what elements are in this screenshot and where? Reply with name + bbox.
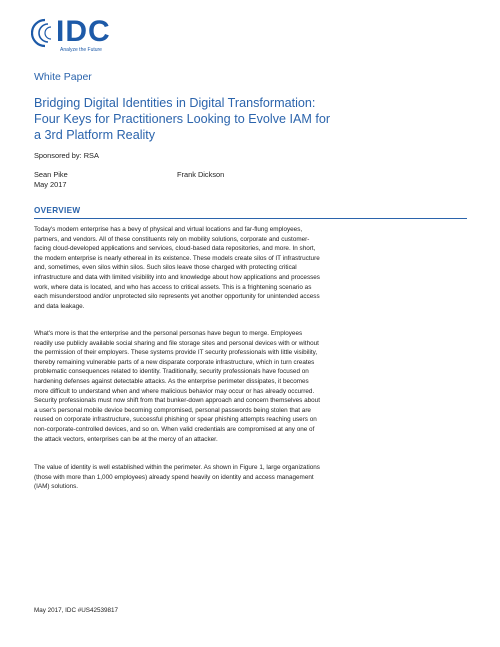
page-footer: May 2017, IDC #US42539817 <box>34 607 119 614</box>
section-heading: OVERVIEW <box>34 206 81 215</box>
text-line: problematic consequences related to identity. Traditionally, security professionals have focused on <box>34 368 309 376</box>
text-line: thereby remaining vulnerable parts of a new disparate corporate infrastructure, which in turn creates <box>34 358 315 366</box>
title-line: Bridging Digital Identities in Digital Transformation: <box>34 96 316 110</box>
author-name: Frank Dickson <box>177 170 225 179</box>
title-line: Four Keys for Practitioners Looking to Evolve IAM for <box>34 112 331 126</box>
document-type: White Paper <box>34 71 92 83</box>
text-line: non-corporate-controlled devices, and so on. When valid credentials are compromised at any one of <box>34 425 315 433</box>
text-line: and data leakage. <box>34 302 85 310</box>
body-paragraph <box>34 463 470 492</box>
body-paragraph <box>34 225 470 311</box>
sponsor-line: Sponsored by: RSA <box>34 151 99 160</box>
text-line: Security professionals must now shift from that bunker-down approach and concern themselves about <box>34 397 320 405</box>
text-line: Today's modern enterprise has a bevy of physical and virtual locations and far-flung employees, <box>34 226 303 233</box>
publication-date: May 2017 <box>34 180 67 189</box>
text-line: The value of identity is well established within the perimeter. As shown in Figure 1, large organizations <box>34 464 320 471</box>
section-divider <box>34 218 467 219</box>
text-line: the attack vectors, enterprises can be at the mercy of an attacker. <box>34 435 218 443</box>
logo-wordmark: IDC <box>56 15 111 48</box>
author-name: Sean Pike <box>34 170 68 179</box>
text-line: What's more is that the enterprise and the personal personas have begun to merge. Employees <box>34 330 303 337</box>
logo-tagline: Analyze the Future <box>60 47 102 53</box>
text-line: reused on corporate infrastructure, successful phishing or spear phishing attempts reaching users on <box>34 416 317 424</box>
text-line: the modern enterprise is nearly ethereal in its existence. These models create silos of IT infrastructure <box>34 254 320 262</box>
text-line: the permission of their employers. These systems provide IT security professionals with little visibility, <box>34 349 318 357</box>
text-line: each misunderstood and/or unprotected silo represents yet another opportunity for unintended access <box>34 293 320 301</box>
document-title <box>34 95 454 143</box>
text-line: and, sometimes, even silos within silos. Such silos leave those charged with protecting critical <box>34 264 297 272</box>
text-line: readily use publicly available social sharing and file storage sites and personal devices with or without <box>34 339 319 347</box>
text-line: (those with more than 1,000 employees) already spend heavily on identity and access management <box>34 473 314 481</box>
globe-arc-icon <box>31 16 59 50</box>
text-line: work, where data is located, and who has access to critical assets. This is a frightening scenario as <box>34 283 312 291</box>
title-line: a 3rd Platform Reality <box>34 128 156 142</box>
text-line: a user's personal mobile device becoming compromised, personal passwords being stolen that are <box>34 406 311 414</box>
text-line: (IAM) solutions. <box>34 483 79 491</box>
text-line: facing cloud-developed applications and services, cloud-based data repositories, and more. In short, <box>34 245 316 253</box>
text-line: more difficult to understand when and where malicious behavior may occur or has already occurred. <box>34 387 315 395</box>
text-line: partners, and vendors. All of these constituents rely on mobility solutions, corporate and customer- <box>34 235 310 243</box>
text-line: infrastructure and data with limited visibility into and knowledge about how applications and processes <box>34 273 320 281</box>
text-line: hardening defenses against detectable attacks. As the enterprise perimeter dissipates, it becomes <box>34 377 309 385</box>
body-paragraph <box>34 329 470 444</box>
